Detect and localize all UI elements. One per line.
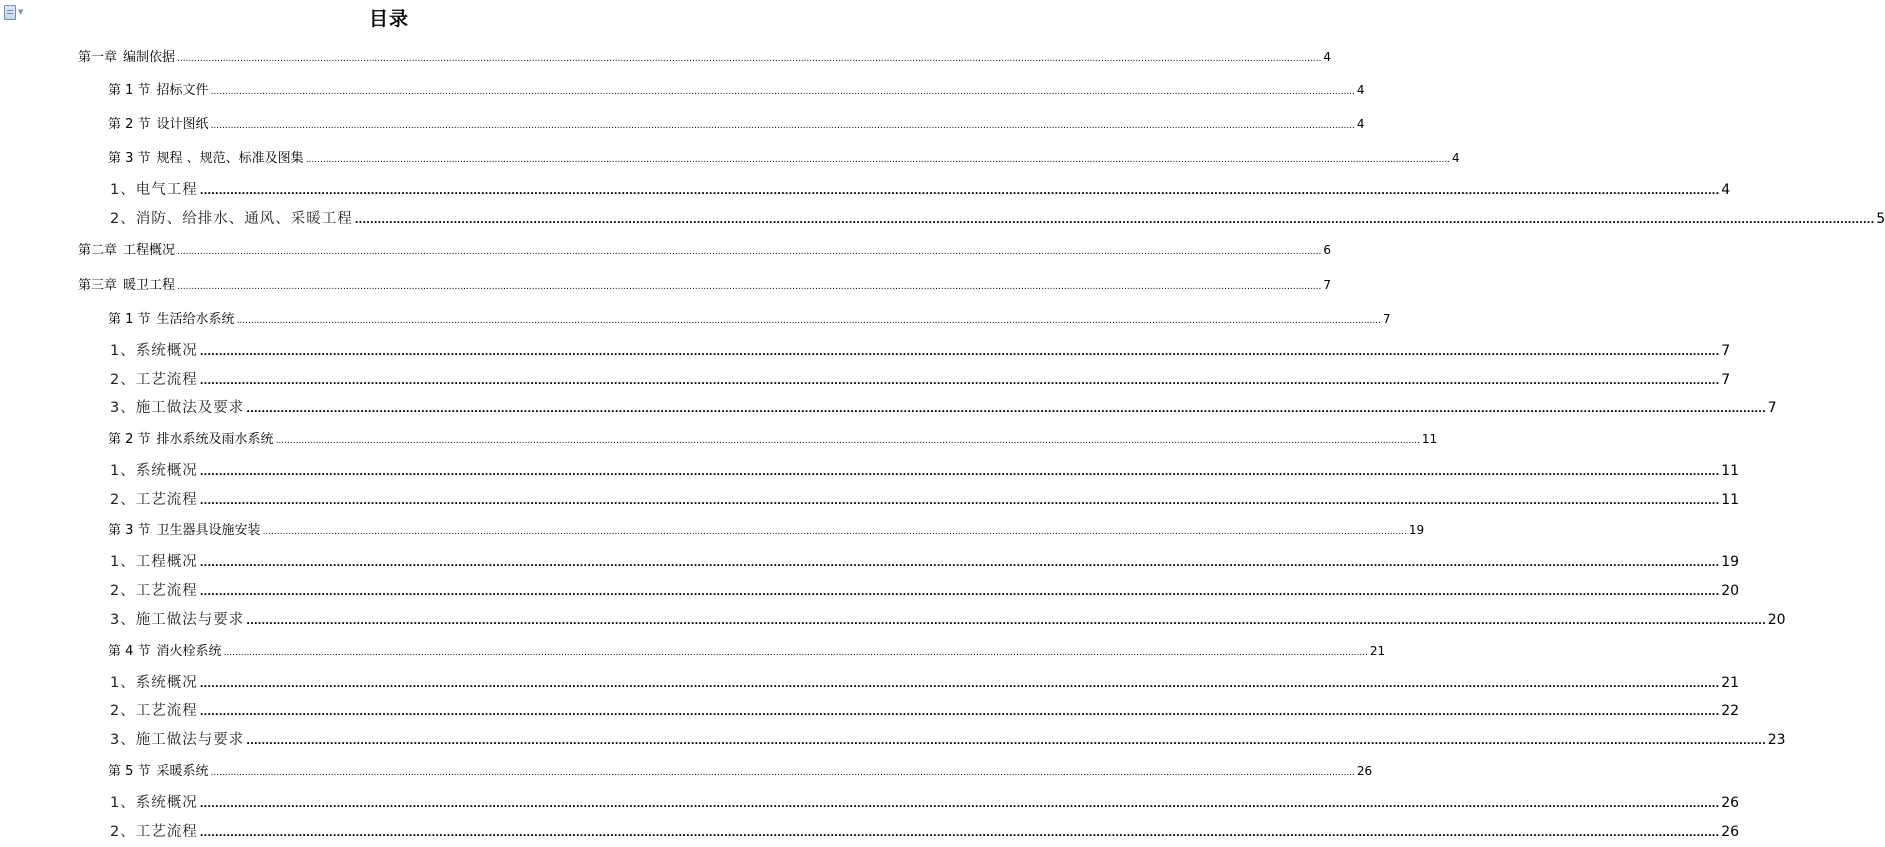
toc-entry-number: 3、 [110,732,136,748]
toc-entry-number: 1、 [110,675,136,691]
toc-page-number: 7 [1721,372,1731,388]
toc-entry-title: 施工做法及要求 [135,400,245,416]
toc-leader-dots: ................................................................................................................................................................................................................................................................................................................................................................................................................ [199,347,1720,358]
toc-entry[interactable] [108,79,1365,98]
toc-entry-title: 设计图纸 [156,117,209,132]
toc-entry[interactable] [110,579,1740,600]
toc-entry-title: 暖卫工程 [123,278,176,293]
toc-entry-number: 第 3 节 [108,151,151,166]
toc-entry-title: 系统概况 [135,463,198,479]
toc-entry[interactable] [110,396,1777,417]
toc-entry-number: 第 2 节 [108,117,151,132]
toc-entry-number: 2、 [110,703,136,719]
toc-page-number: 21 [1721,675,1740,691]
toc-leader-dots: ................................................................................................................................................................................................................................................................................................................................................................................................................ [262,527,1407,537]
toc-leader-dots: ................................................................................................................................................................................................................................................................................................................................................................................................................ [246,404,1766,415]
toc-entry-number: 2、 [110,492,136,508]
toc-entry-number: 2、 [110,583,136,599]
toc-entry-title: 施工做法与要求 [135,732,245,748]
toc-entry-number: 1、 [110,463,136,479]
toc-page-number: 20 [1767,612,1786,628]
toc-entry-title: 生活给水系统 [156,312,235,327]
toc-entry-number: 2、 [110,824,136,840]
toc-entry-number: 第三章 [78,278,118,293]
toc-page-number: 4 [1356,83,1365,97]
toc-leader-dots: ................................................................................................................................................................................................................................................................................................................................................................................................................ [210,121,1355,131]
toc-entry-number: 1、 [110,554,136,570]
toc-entry-number: 1、 [110,795,136,811]
toc-leader-dots: ................................................................................................................................................................................................................................................................................................................................................................................................................ [354,215,1875,226]
caret-down-icon: ▼ [18,7,24,16]
toc-entry[interactable] [108,519,1425,538]
toc-entry-number: 第 4 节 [108,644,151,659]
toc-leader-dots: ................................................................................................................................................................................................................................................................................................................................................................................................................ [199,828,1720,839]
toc-page-number: 26 [1356,764,1373,778]
toc-entry-number: 第 3 节 [108,523,151,538]
toc-entry-title: 系统概况 [135,795,198,811]
toc-entry-title: 工艺流程 [135,492,198,508]
toc-entry-number: 第 2 节 [108,432,151,447]
toc-leader-dots: ................................................................................................................................................................................................................................................................................................................................................................................................................ [199,679,1720,690]
toc-page-number: 26 [1721,824,1740,840]
toc-entry-title: 工程概况 [123,243,176,258]
page-title: 目录 [368,8,409,30]
toc-page-number: 21 [1369,644,1386,658]
toc-entry[interactable] [110,550,1740,571]
toc-page-number: 4 [1356,117,1365,131]
toc-page-number: 5 [1876,211,1885,227]
toc-leader-dots: ................................................................................................................................................................................................................................................................................................................................................................................................................ [246,616,1766,627]
toc-leader-dots: ................................................................................................................................................................................................................................................................................................................................................................................................................ [199,558,1720,569]
toc-leader-dots: ................................................................................................................................................................................................................................................................................................................................................................................................................ [199,587,1720,598]
toc-page-number: 20 [1721,583,1740,599]
toc-entry-number: 第一章 [78,50,118,65]
toc-entry[interactable] [110,608,1786,629]
toc-page-number: 19 [1408,523,1425,537]
toc-entry-title: 消防、给排水、通风、采暖工程 [135,211,353,227]
toc-page-number: 11 [1721,492,1740,508]
toc-entry[interactable] [108,640,1386,659]
toc-entry-title: 工艺流程 [135,583,198,599]
toc-leader-dots: ................................................................................................................................................................................................................................................................................................................................................................................................................ [199,186,1720,197]
toc-leader-dots: ................................................................................................................................................................................................................................................................................................................................................................................................................ [177,247,1322,257]
toc-entry-title: 招标文件 [156,83,209,98]
toc-entry[interactable] [108,428,1438,447]
toc-page-number: 7 [1382,312,1391,326]
toc-entry[interactable] [110,488,1740,509]
toc-leader-dots: ................................................................................................................................................................................................................................................................................................................................................................................................................ [305,155,1451,165]
toc-leader-dots: ................................................................................................................................................................................................................................................................................................................................................................................................................ [199,376,1720,387]
toc-page-number: 19 [1721,554,1740,570]
toc-entry[interactable] [110,459,1740,480]
toc-entry-number: 第 1 节 [108,312,151,327]
toc-page-number: 4 [1721,182,1731,198]
toc-leader-dots: ................................................................................................................................................................................................................................................................................................................................................................................................................ [210,87,1355,97]
toc-leader-dots: ................................................................................................................................................................................................................................................................................................................................................................................................................ [199,707,1720,718]
toc-entry-title: 采暖系统 [156,764,209,779]
toc-page-number: 6 [1323,243,1332,257]
toc-leader-dots: ................................................................................................................................................................................................................................................................................................................................................................................................................ [223,648,1368,658]
toc-entry-title: 系统概况 [135,675,198,691]
toc-entry[interactable] [110,791,1740,812]
toc-entry-title: 工艺流程 [135,703,198,719]
toc-entry-number: 第二章 [78,243,118,258]
toc-entry-title: 卫生器具设施安装 [156,523,261,538]
toc-entry[interactable] [78,239,1332,258]
toc-entry-number: 第 5 节 [108,764,151,779]
toc-leader-dots: ................................................................................................................................................................................................................................................................................................................................................................................................................ [210,768,1355,778]
toc-entry[interactable] [108,113,1365,132]
toc-entry-number: 1、 [110,182,136,198]
toc-leader-dots: ................................................................................................................................................................................................................................................................................................................................................................................................................ [177,54,1322,64]
toc-page-number: 4 [1323,50,1332,64]
toc-entry[interactable] [110,820,1740,841]
toc-leader-dots: ................................................................................................................................................................................................................................................................................................................................................................................................................ [275,436,1420,446]
toc-page-number: 7 [1767,400,1777,416]
toc-leader-dots: ................................................................................................................................................................................................................................................................................................................................................................................................................ [199,496,1720,507]
toc-entry-title: 施工做法与要求 [135,612,245,628]
toc-entry-number: 2、 [110,211,136,227]
toc-page-number: 11 [1421,432,1438,446]
toc-page-number: 7 [1721,343,1731,359]
toc-entry[interactable] [110,339,1731,360]
toc-entry-title: 电气工程 [135,182,198,198]
toc-entry[interactable] [110,671,1740,692]
toc-entry-number: 3、 [110,612,136,628]
toc-entry-title: 工艺流程 [135,372,198,388]
toc-entry-title: 排水系统及雨水系统 [156,432,274,447]
toc-entry[interactable] [108,308,1391,327]
toc-entry[interactable] [110,178,1731,199]
toc-page-number: 26 [1721,795,1740,811]
toc-entry-title: 工艺流程 [135,824,198,840]
toc-page-number: 7 [1323,278,1332,292]
toc-entry-number: 1、 [110,343,136,359]
toc-page-number: 4 [1452,151,1460,165]
toc-entry-title: 编制依据 [123,50,176,65]
toc-page-number: 23 [1767,732,1786,748]
toc-entry[interactable] [110,699,1740,720]
toc-entry[interactable] [108,147,1460,166]
toc-leader-dots: ................................................................................................................................................................................................................................................................................................................................................................................................................ [246,736,1766,747]
toc-entry[interactable] [110,368,1731,389]
toc-entry-number: 第 1 节 [108,83,151,98]
toc-entry-number: 2、 [110,372,136,388]
toc-entry-title: 系统概况 [135,343,198,359]
toc-entry-title: 工程概况 [135,554,198,570]
toc-entry-number: 3、 [110,400,136,416]
toc-page-number: 11 [1721,463,1740,479]
toc-entry-title: 消火栓系统 [156,644,222,659]
toc-leader-dots: ................................................................................................................................................................................................................................................................................................................................................................................................................ [199,467,1720,478]
toc-entry[interactable] [110,728,1786,749]
toc-page-number: 22 [1721,703,1740,719]
toc-entry-title: 规程 、规范、标准及图集 [156,151,304,166]
toc-leader-dots: ................................................................................................................................................................................................................................................................................................................................................................................................................ [177,282,1322,292]
toc-entry[interactable] [108,760,1373,779]
toc-leader-dots: ................................................................................................................................................................................................................................................................................................................................................................................................................ [236,316,1381,326]
toc-entry[interactable] [110,207,1885,228]
toc-entry[interactable] [78,274,1332,293]
toc-entry[interactable] [78,46,1332,65]
toc-leader-dots: ................................................................................................................................................................................................................................................................................................................................................................................................................ [199,799,1720,810]
